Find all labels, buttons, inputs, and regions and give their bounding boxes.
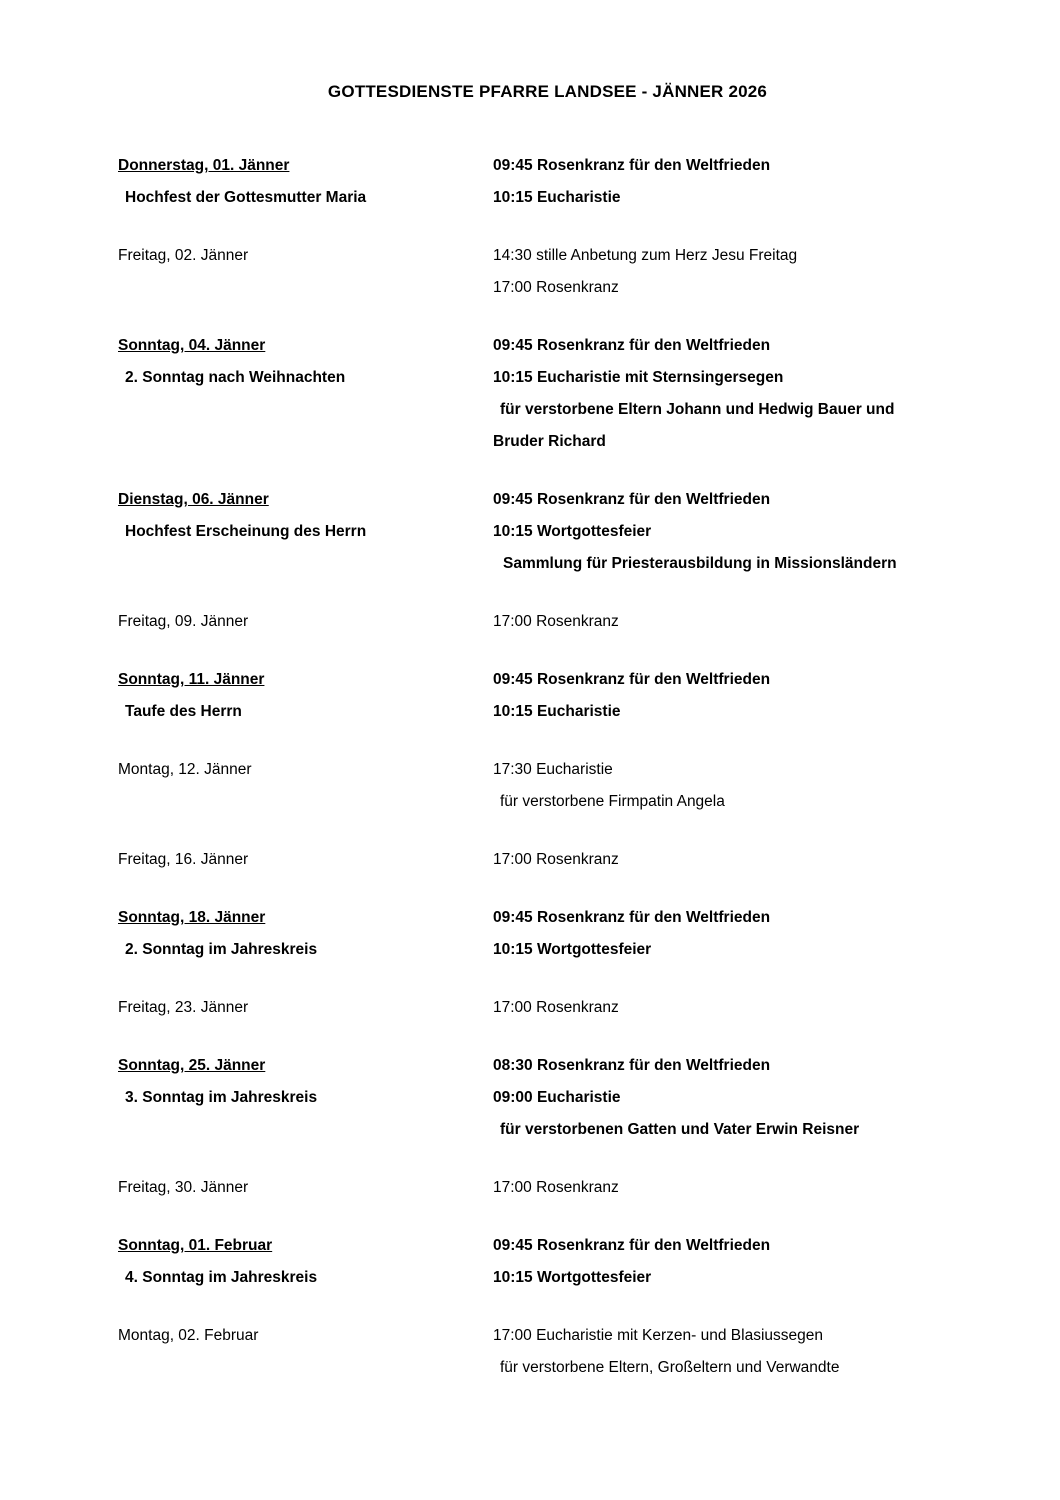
schedule-entry xyxy=(118,992,965,1024)
entry-description-line: 10:15 Eucharistie mit Sternsingersegen xyxy=(493,369,784,386)
entry-description-cell xyxy=(493,754,965,818)
entry-description-line: 17:00 Eucharistie mit Kerzen- und Blasiussegen xyxy=(493,1327,823,1344)
entry-description-line: 17:30 Eucharistie xyxy=(493,761,613,778)
entry-date-cell xyxy=(118,484,493,548)
entry-description-line: 10:15 Eucharistie xyxy=(493,703,621,720)
entry-description-line: 08:30 Rosenkranz für den Weltfrieden xyxy=(493,1057,771,1074)
entry-description-cell xyxy=(493,606,965,638)
entry-description-line: 09:00 Eucharistie xyxy=(493,1089,621,1106)
entry-description-line: 17:00 Rosenkranz xyxy=(493,279,619,296)
entry-description-line: 09:45 Rosenkranz für den Weltfrieden xyxy=(493,909,771,926)
entry-date-cell xyxy=(118,330,493,394)
entry-description-cell xyxy=(493,1320,965,1384)
schedule-entry xyxy=(118,150,965,214)
entry-description-line: Bruder Richard xyxy=(493,433,606,450)
entry-date-cell xyxy=(118,902,493,966)
entry-date-cell xyxy=(118,150,493,214)
schedule-entry xyxy=(118,664,965,728)
entry-date-text: Sonntag, 04. Jänner xyxy=(118,337,266,354)
schedule-entry xyxy=(118,606,965,638)
entry-date-subtitle: Hochfest der Gottesmutter Maria xyxy=(125,189,367,206)
entry-date: Freitag, 16. Jänner xyxy=(118,851,249,868)
entry-description-line: 17:00 Rosenkranz xyxy=(493,1179,619,1196)
entry-date-subtitle: 2. Sonntag nach Weihnachten xyxy=(125,369,346,386)
entry-date-cell xyxy=(118,1320,493,1352)
entry-date-text: Sonntag, 11. Jänner xyxy=(118,671,265,688)
entry-description-cell xyxy=(493,844,965,876)
entry-date-cell xyxy=(118,844,493,876)
entry-date-text: Sonntag, 18. Jänner xyxy=(118,909,266,926)
entry-date xyxy=(118,150,483,182)
entry-date-text: Donnerstag, 01. Jänner xyxy=(118,157,290,174)
schedule-entry xyxy=(118,1172,965,1204)
service-schedule-list xyxy=(118,150,965,1384)
entry-description-cell xyxy=(493,992,965,1024)
entry-description-cell xyxy=(493,1050,965,1146)
entry-description-line: 14:30 stille Anbetung zum Herz Jesu Freitag xyxy=(493,247,798,264)
entry-date xyxy=(118,484,483,516)
entry-date: Montag, 02. Februar xyxy=(118,1327,259,1344)
entry-date xyxy=(118,902,483,934)
entry-date-cell xyxy=(118,1230,493,1294)
entry-description-cell xyxy=(493,902,965,966)
entry-date-subtitle: 4. Sonntag im Jahreskreis xyxy=(125,1269,318,1286)
entry-date xyxy=(118,330,483,362)
entry-date-cell xyxy=(118,754,493,786)
entry-description-cell xyxy=(493,664,965,728)
entry-date-subtitle: 3. Sonntag im Jahreskreis xyxy=(125,1089,318,1106)
entry-description-line: 10:15 Wortgottesfeier xyxy=(493,941,652,958)
entry-date: Freitag, 23. Jänner xyxy=(118,999,249,1016)
entry-description-line: Sammlung für Priesterausbildung in Missionsländern xyxy=(503,555,897,572)
schedule-entry xyxy=(118,1320,965,1384)
entry-date: Freitag, 30. Jänner xyxy=(118,1179,249,1196)
entry-date xyxy=(118,664,483,696)
entry-date-cell xyxy=(118,992,493,1024)
entry-description-cell xyxy=(493,240,965,304)
schedule-entry xyxy=(118,844,965,876)
entry-date xyxy=(118,1050,483,1082)
entry-date-text: Dienstag, 06. Jänner xyxy=(118,491,269,508)
schedule-entry xyxy=(118,1050,965,1146)
entry-description-cell xyxy=(493,1172,965,1204)
entry-description-line: 17:00 Rosenkranz xyxy=(493,999,619,1016)
entry-description-line: 09:45 Rosenkranz für den Weltfrieden xyxy=(493,671,771,688)
entry-description-line: für verstorbene Eltern Johann und Hedwig Bauer und xyxy=(500,401,895,418)
entry-date-cell xyxy=(118,1172,493,1204)
entry-description-line: für verstorbenen Gatten und Vater Erwin Reisner xyxy=(500,1121,860,1138)
entry-description-line: 09:45 Rosenkranz für den Weltfrieden xyxy=(493,491,771,508)
schedule-entry xyxy=(118,484,965,580)
entry-description-line: 09:45 Rosenkranz für den Weltfrieden xyxy=(493,157,771,174)
entry-date-cell xyxy=(118,664,493,728)
entry-date-subtitle: 2. Sonntag im Jahreskreis xyxy=(125,941,318,958)
entry-date: Freitag, 09. Jänner xyxy=(118,613,249,630)
schedule-entry xyxy=(118,1230,965,1294)
entry-description-line: 10:15 Eucharistie xyxy=(493,189,621,206)
entry-date-text: Sonntag, 25. Jänner xyxy=(118,1057,266,1074)
entry-description-line: 10:15 Wortgottesfeier xyxy=(493,1269,652,1286)
entry-date-cell xyxy=(118,240,493,272)
schedule-entry xyxy=(118,240,965,304)
entry-description-line: für verstorbene Eltern, Großeltern und Verwandte xyxy=(500,1359,840,1376)
entry-date-subtitle: Taufe des Herrn xyxy=(125,703,242,720)
schedule-entry xyxy=(118,754,965,818)
entry-description-line: 09:45 Rosenkranz für den Weltfrieden xyxy=(493,1237,771,1254)
entry-description-cell xyxy=(493,330,965,458)
schedule-entry xyxy=(118,330,965,458)
entry-description-line: für verstorbene Firmpatin Angela xyxy=(500,793,725,810)
entry-description-cell xyxy=(493,150,965,214)
entry-description-cell xyxy=(493,484,965,580)
page-title: GOTTESDIENSTE PFARRE LANDSEE - JÄNNER 2026 xyxy=(327,82,768,101)
entry-date-cell xyxy=(118,606,493,638)
entry-date: Freitag, 02. Jänner xyxy=(118,247,249,264)
entry-description-cell xyxy=(493,1230,965,1294)
schedule-entry xyxy=(118,902,965,966)
entry-date-cell xyxy=(118,1050,493,1114)
entry-description-line: 17:00 Rosenkranz xyxy=(493,851,619,868)
entry-date-subtitle: Hochfest Erscheinung des Herrn xyxy=(125,523,367,540)
entry-date-text: Sonntag, 01. Februar xyxy=(118,1237,273,1254)
entry-date: Montag, 12. Jänner xyxy=(118,761,252,778)
entry-description-line: 17:00 Rosenkranz xyxy=(493,613,619,630)
entry-description-line: 09:45 Rosenkranz für den Weltfrieden xyxy=(493,337,771,354)
entry-description-line: 10:15 Wortgottesfeier xyxy=(493,523,652,540)
entry-date xyxy=(118,1230,483,1262)
